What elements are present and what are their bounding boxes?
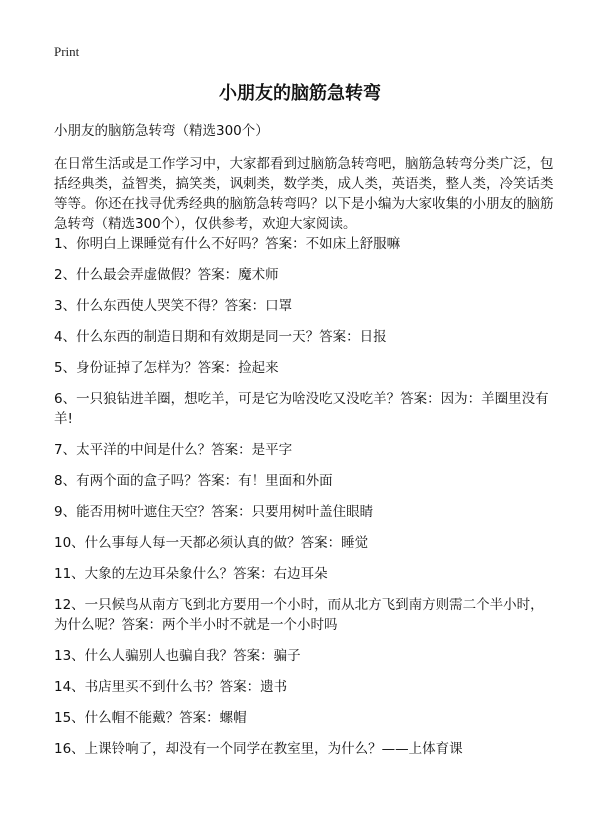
page-title: 小朋友的脑筋急转弯	[219, 83, 381, 104]
riddle-item-11: 11、大象的左边耳朵象什么？答案：右边耳朵	[54, 566, 328, 582]
riddle-item-1: 1、你明白上课睡觉有什么不好吗？答案：不如床上舒服嘛	[54, 236, 401, 252]
riddle-item-13: 13、什么人骗别人也骗自我？答案：骗子	[54, 648, 301, 664]
riddle-item-3: 3、什么东西使人哭笑不得？答案：口罩	[54, 298, 293, 314]
subtitle: 小朋友的脑筋急转弯（精选300个）	[54, 123, 269, 139]
intro-paragraph: 在日常生活或是工作学习中，大家都看到过脑筋急转弯吧，脑筋急转弯分类广泛，包括经典类，益智类，搞笑类，讽刺类，数学类，成人类，英语类，整人类，冷笑话类等等。你还在找寻优秀经典的脑筋急转弯吗？以下是小编为大家收集的小朋友的脑筋急转弯（精选300个），仅供参考，欢迎大家阅读。	[54, 156, 554, 232]
riddle-item-8: 8、有两个面的盒子吗？答案：有！里面和外面	[54, 473, 333, 489]
riddle-item-4: 4、什么东西的制造日期和有效期是同一天？答案：日报	[54, 329, 387, 345]
riddle-item-9: 9、能否用树叶遮住天空？答案：只要用树叶盖住眼睛	[54, 504, 374, 520]
riddle-item-16: 16、上课铃响了，却没有一个同学在教室里，为什么？——上体育课	[54, 741, 463, 757]
riddle-item-15: 15、什么帽不能戴？答案：螺帽	[54, 710, 247, 726]
riddle-item-2: 2、什么最会弄虚做假？答案：魔术师	[54, 267, 279, 283]
riddle-item-10: 10、什么事每人每一天都必须认真的做？答案：睡觉	[54, 535, 369, 551]
riddle-item-14: 14、书店里买不到什么书？答案：遗书	[54, 679, 288, 695]
riddle-item-7: 7、太平洋的中间是什么？答案：是平字	[54, 442, 293, 458]
riddle-list	[54, 234, 554, 770]
riddle-item-6: 6、一只狼钻进羊圈，想吃羊，可是它为啥没吃又没吃羊？答案：因为：羊圈里没有羊!	[54, 391, 549, 427]
riddle-item-12: 12、一只候鸟从南方飞到北方要用一个小时，而从北方飞到南方则需二个半小时，为什么呢？答案：两个半小时不就是一个小时吗	[54, 597, 544, 633]
print-link[interactable]: Print	[54, 44, 80, 59]
riddle-item-5: 5、身份证掉了怎样为？答案：捡起来	[54, 360, 279, 376]
